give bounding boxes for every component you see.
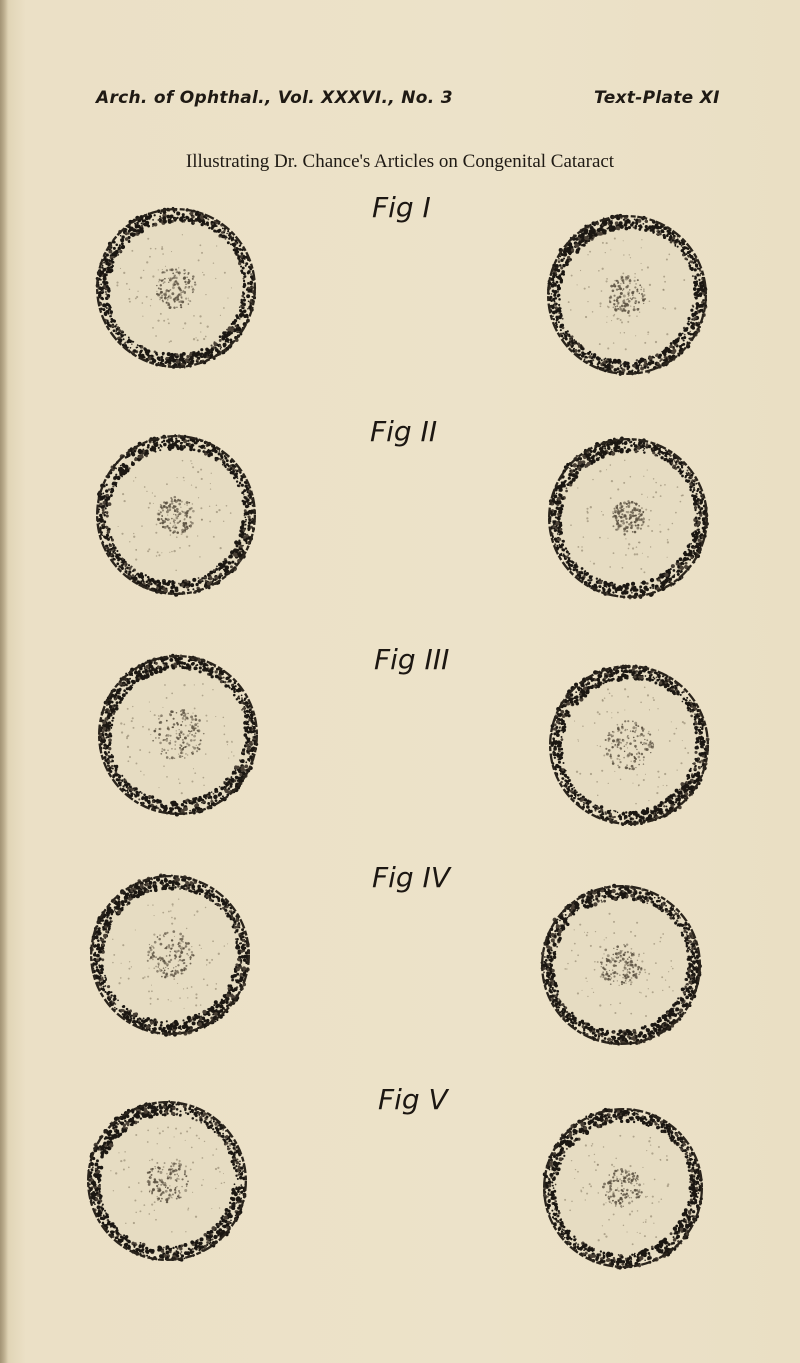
fig-3-right-lens — [546, 662, 712, 828]
fig-5-left-lens — [84, 1098, 250, 1264]
fig-4-left-lens — [87, 872, 253, 1038]
fig-3-left-lens — [95, 652, 261, 818]
lens-drawing — [95, 652, 261, 818]
fig-2-left-lens — [93, 432, 259, 598]
lens-drawing — [93, 205, 259, 371]
lens-drawing — [87, 872, 253, 1038]
lens-drawing — [84, 1098, 250, 1264]
lens-drawing — [546, 662, 712, 828]
lens-drawing — [545, 435, 711, 601]
fig-1-label: Fig I — [372, 191, 431, 224]
fig-3-label: Fig III — [374, 643, 450, 676]
plate-number: Text-Plate XI — [594, 88, 720, 108]
lens-drawing — [93, 432, 259, 598]
fig-5-label: Fig V — [378, 1083, 448, 1116]
fig-5-right-lens — [540, 1105, 706, 1271]
fig-1-left-lens — [93, 205, 259, 371]
lens-drawing — [540, 1105, 706, 1271]
lens-drawing — [538, 882, 704, 1048]
fig-2-right-lens — [545, 435, 711, 601]
fig-4-right-lens — [538, 882, 704, 1048]
plate-subtitle: Illustrating Dr. Chance's Articles on Congenital Cataract — [185, 151, 615, 172]
fig-2-label: Fig II — [370, 415, 438, 448]
fig-4-label: Fig IV — [372, 861, 450, 894]
journal-reference: Arch. of Ophthal., Vol. XXXVI., No. 3 — [96, 88, 453, 108]
fig-1-right-lens — [544, 212, 710, 378]
lens-drawing — [544, 212, 710, 378]
page-edge-shadow — [0, 0, 8, 1363]
